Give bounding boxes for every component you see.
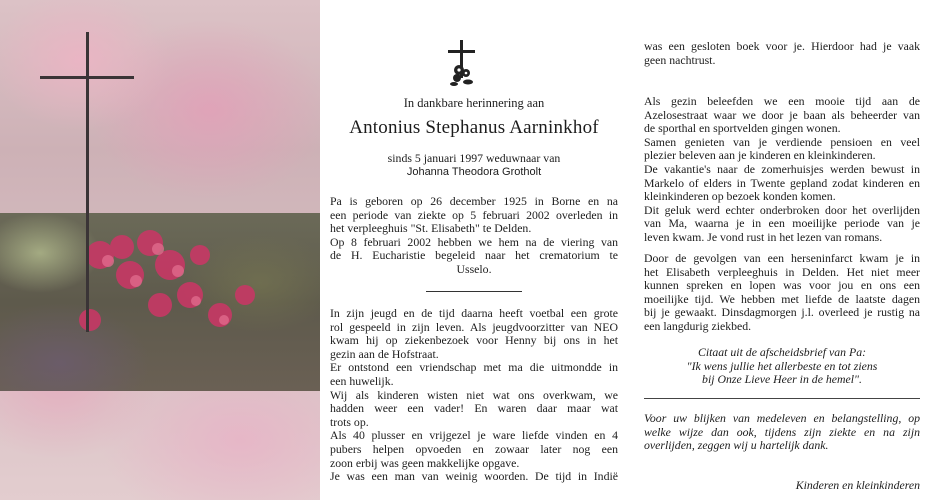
text-line: Azelosestraat waar we door je baan als beheerder van: [644, 107, 920, 122]
text-line: moeilijke tijd. We hebben met liefde de laatste dagen: [644, 291, 920, 306]
section-divider: [644, 398, 920, 399]
spouse-name: Johanna Theodora Grotholt: [406, 166, 542, 178]
biography-paragraph-5: [644, 252, 920, 334]
text-line: leven kwam. Je vond rust in het lezen van romans.: [644, 229, 883, 244]
text-line: het verpleeghuis "St. Elisabeth" te Delden.: [330, 221, 532, 236]
text-line: overlijden, zeggen wij u hartelijk dank.: [644, 438, 829, 453]
biography-paragraph-1: [330, 195, 618, 277]
signature: Kinderen en kleinkinderen: [795, 477, 920, 492]
text-line: van Ma, waarna je in een moeilijke periode van je: [644, 216, 920, 231]
text-line: gezin aan de Hofstraat.: [330, 346, 439, 361]
cross-icon-horizontal: [40, 76, 134, 79]
biography-paragraph-3: [644, 40, 920, 67]
text-line: plezier beleven aan je kinderen en kleinkinderen.: [644, 148, 876, 163]
text-line: Op 8 februari 2002 hebben we hem na de viering van: [330, 234, 618, 249]
quote-line: bij Onze Lieve Heer in de hemel".: [702, 372, 862, 387]
deceased-name: Antonius Stephanus Aarninkhof: [349, 117, 599, 138]
text-line: zoon erbij was geen makkelijke opgave.: [330, 455, 520, 470]
text-line: geen nachtrust.: [644, 52, 716, 67]
text-line: Door de gevolgen van een herseninfarct kwam je in: [644, 251, 920, 265]
text-line: In zijn jeugd en de tijd daarna heeft voetbal een grote: [330, 306, 618, 320]
text-line: het Elisabeth verpleeghuis in Delden. Het niet meer: [644, 264, 920, 279]
orchid-flowers-image: [60, 225, 280, 345]
text-line: rol gespeeld in zijn leven. Als jeugdvoorzitter van NEO: [330, 319, 618, 334]
text-line: bij je gewaakt. Dinsdagmorgen j.l. overleed je rustig na: [644, 305, 920, 320]
biography-paragraph-4: [644, 95, 920, 245]
text-line: Samen genieten van je verdiende pensioen en veel: [644, 134, 920, 149]
text-line: trots op.: [330, 414, 369, 429]
text-line: Markelo of elders in Twente gepland zodat kinderen en: [644, 175, 920, 190]
text-line: Pa is geboren op 26 december 1925 in Borne en na: [330, 194, 618, 208]
text-line: welke wijze dan ook, tijdens zijn ziekte en na zijn: [644, 424, 920, 439]
text-line: kwam hij op ziekenbezoek voor Henny bij ons in het: [330, 333, 618, 348]
text-line: een huwelijk.: [330, 373, 394, 388]
text-line: kleinkinderen op bezoek konden komen.: [644, 189, 836, 204]
text-line: kunnen spreken en lopen was voor jou en ons een: [644, 278, 920, 293]
text-line: Er ontstond een vriendschap met ma die uitmondde in: [330, 360, 618, 375]
farewell-quote: [644, 346, 920, 387]
memorial-photo: [0, 0, 320, 500]
text-line: De vakantie's naar de zomerhuisjes werden bewust in: [644, 161, 920, 176]
text-line: was een gesloten boek voor je. Hierdoor had je vaak: [644, 39, 920, 53]
section-divider: [426, 291, 522, 292]
intro-text: In dankbare herinnering aan: [403, 96, 545, 110]
text-line: pubers helpen opvoeden en zowaar later nog een: [330, 441, 618, 456]
text-line: hadden weer een vader! En waren daar maar wat: [330, 401, 618, 416]
cross-rose-icon: [444, 40, 480, 92]
biography-paragraph-2: [330, 307, 618, 484]
text-line: de sporthal en sportvelden gingen wonen.: [644, 121, 841, 136]
quote-line: Citaat uit de afscheidsbrief van Pa:: [697, 345, 867, 359]
widower-since: sinds 5 januari 1997 weduwnaar van: [387, 151, 561, 165]
text-line: een periode van ziekte op 5 februari 2002 overleden in: [330, 207, 618, 222]
text-line: Je was een man van weinig woorden. De tijd in Indië: [330, 469, 618, 484]
text-line: een langdurig ziekbed.: [644, 318, 752, 333]
text-line: Dit geluk werd echter onderbroken door het overlijden: [644, 202, 920, 217]
text-line: Als 40 plusser en vrijgezel je ware liefde vinden en 4: [330, 428, 618, 443]
quote-line: "Ik wens jullie het allerbeste en tot ziens: [686, 358, 878, 373]
text-line: de H. Eucharistie begeleid naar het crematorium te: [330, 248, 618, 263]
text-line: Wij als kinderen wisten niet wat ons overkwam, we: [330, 387, 618, 402]
thanks-message: [644, 412, 920, 453]
text-line: Als gezin beleefden we een mooie tijd aan de: [644, 94, 920, 108]
text-line: Usselo.: [456, 261, 492, 276]
text-line: Voor uw blijken van medeleven en belangstelling, op: [644, 411, 920, 425]
